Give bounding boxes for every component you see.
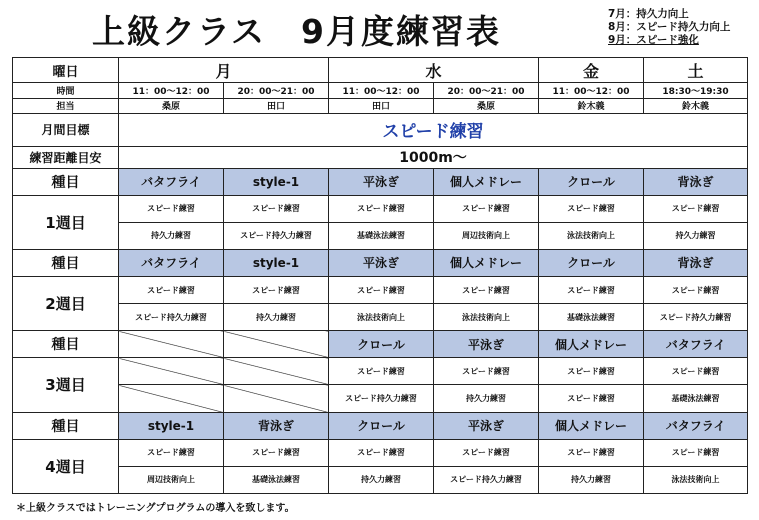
- menu-cell: スピード練習: [119, 439, 224, 466]
- time-cell: 20：00～21：00: [434, 83, 539, 99]
- event-row: [13, 412, 748, 439]
- event-cell: [224, 331, 329, 358]
- menu-cell: スピード練習: [644, 195, 748, 222]
- menu-cell: 基礎泳法練習: [644, 385, 748, 412]
- day-saturday: 土: [644, 58, 748, 83]
- menu-cell: スピード練習: [329, 195, 434, 222]
- event-cell: style-1: [224, 168, 329, 195]
- time-row-label: 時間: [13, 83, 119, 99]
- menu-cell: 泳法技術向上: [539, 222, 644, 249]
- menu-cell: 泳法技術向上: [329, 304, 434, 331]
- menu-cell: 持久力練習: [329, 466, 434, 493]
- footnote: ＊上級クラスではトレーニングプログラムの導入を致します。: [16, 503, 295, 514]
- event-cell: 個人メドレー: [434, 249, 539, 276]
- event-cell: [119, 331, 224, 358]
- event-cell: 背泳ぎ: [644, 168, 748, 195]
- event-cell: 平泳ぎ: [329, 249, 434, 276]
- monthly-notes: [608, 8, 730, 47]
- week-label: 2週目: [13, 276, 119, 330]
- event-row: [13, 168, 748, 195]
- menu-cell: スピード持久力練習: [119, 304, 224, 331]
- event-cell: クロール: [329, 331, 434, 358]
- menu-cell: スピード練習: [434, 439, 539, 466]
- menu-cell: 泳法技術向上: [644, 466, 748, 493]
- menu-cell: スピード練習: [539, 195, 644, 222]
- menu-cell: スピード練習: [119, 276, 224, 303]
- menu-cell: スピード持久力練習: [644, 304, 748, 331]
- menu-cell: スピード練習: [224, 276, 329, 303]
- event-row-label: 種目: [13, 331, 119, 358]
- event-cell: 個人メドレー: [539, 412, 644, 439]
- coach-cell: 桑原: [119, 98, 224, 114]
- event-cell: クロール: [329, 412, 434, 439]
- distance-row: [13, 146, 748, 168]
- monthly-goal: スピード練習: [119, 114, 748, 146]
- menu-row: [13, 385, 748, 412]
- event-cell: 個人メドレー: [434, 168, 539, 195]
- event-row-label: 種目: [13, 412, 119, 439]
- menu-cell: 泳法技術向上: [434, 304, 539, 331]
- coach-cell: 桑原: [434, 98, 539, 114]
- menu-cell: スピード練習: [539, 358, 644, 385]
- menu-cell: 持久力練習: [539, 466, 644, 493]
- event-row: [13, 249, 748, 276]
- menu-row: [13, 358, 748, 385]
- menu-row: [13, 222, 748, 249]
- day-row: [13, 58, 748, 83]
- note-september: 9月：スピード強化: [608, 34, 699, 46]
- menu-cell: スピード練習: [224, 439, 329, 466]
- time-cell: 20：00～21：00: [224, 83, 329, 99]
- menu-cell: スピード練習: [329, 358, 434, 385]
- event-row-label: 種目: [13, 249, 119, 276]
- menu-cell: スピード持久力練習: [329, 385, 434, 412]
- event-cell: 平泳ぎ: [434, 331, 539, 358]
- menu-cell: スピード練習: [224, 195, 329, 222]
- day-friday: 金: [539, 58, 644, 83]
- time-row: [13, 83, 748, 99]
- goal-row: [13, 114, 748, 146]
- menu-cell: 持久力練習: [434, 385, 539, 412]
- menu-cell: スピード練習: [539, 276, 644, 303]
- menu-row: [13, 304, 748, 331]
- event-row: [13, 331, 748, 358]
- event-cell: バタフライ: [644, 412, 748, 439]
- time-cell: 18:30～19:30: [644, 83, 748, 99]
- event-cell: 平泳ぎ: [329, 168, 434, 195]
- event-cell: style-1: [224, 249, 329, 276]
- day-row-label: 曜日: [13, 58, 119, 83]
- menu-cell: 周辺技術向上: [119, 466, 224, 493]
- menu-row: [13, 439, 748, 466]
- menu-cell: スピード持久力練習: [224, 222, 329, 249]
- distance-value: 1000m～: [119, 146, 748, 168]
- menu-cell: スピード練習: [329, 439, 434, 466]
- menu-cell: スピード練習: [644, 358, 748, 385]
- menu-cell: [119, 358, 224, 385]
- menu-cell: 持久力練習: [119, 222, 224, 249]
- coach-row: [13, 98, 748, 114]
- menu-cell: スピード練習: [434, 276, 539, 303]
- menu-cell: 持久力練習: [224, 304, 329, 331]
- distance-row-label: 練習距離目安: [13, 146, 119, 168]
- event-cell: 背泳ぎ: [224, 412, 329, 439]
- time-cell: 11：00～12：00: [539, 83, 644, 99]
- menu-cell: スピード練習: [434, 195, 539, 222]
- menu-cell: [224, 358, 329, 385]
- menu-cell: 周辺技術向上: [434, 222, 539, 249]
- event-cell: バタフライ: [644, 331, 748, 358]
- day-monday: 月: [119, 58, 329, 83]
- coach-cell: 田口: [329, 98, 434, 114]
- menu-cell: 基礎泳法練習: [539, 304, 644, 331]
- coach-cell: 鈴木義: [539, 98, 644, 114]
- coach-cell: 田口: [224, 98, 329, 114]
- event-cell: クロール: [539, 168, 644, 195]
- menu-row: [13, 466, 748, 493]
- week-label: 3週目: [13, 358, 119, 412]
- menu-cell: スピード練習: [119, 195, 224, 222]
- event-row-label: 種目: [13, 168, 119, 195]
- event-cell: 平泳ぎ: [434, 412, 539, 439]
- time-cell: 11：00～12：00: [329, 83, 434, 99]
- goal-row-label: 月間目標: [13, 114, 119, 146]
- coach-cell: 鈴木義: [644, 98, 748, 114]
- event-cell: バタフライ: [119, 249, 224, 276]
- menu-cell: [224, 385, 329, 412]
- menu-cell: スピード練習: [539, 385, 644, 412]
- event-cell: style-1: [119, 412, 224, 439]
- menu-row: [13, 195, 748, 222]
- event-cell: 個人メドレー: [539, 331, 644, 358]
- page-title: 上級クラス 9月度練習表: [92, 12, 501, 51]
- menu-cell: 持久力練習: [644, 222, 748, 249]
- menu-cell: スピード練習: [644, 439, 748, 466]
- menu-cell: スピード練習: [644, 276, 748, 303]
- menu-cell: スピード練習: [329, 276, 434, 303]
- week-label: 4週目: [13, 439, 119, 493]
- coach-row-label: 担当: [13, 98, 119, 114]
- menu-cell: 基礎泳法練習: [224, 466, 329, 493]
- menu-cell: スピード練習: [539, 439, 644, 466]
- day-wednesday: 水: [329, 58, 539, 83]
- event-cell: バタフライ: [119, 168, 224, 195]
- menu-row: [13, 276, 748, 303]
- menu-cell: 基礎泳法練習: [329, 222, 434, 249]
- menu-cell: [119, 385, 224, 412]
- menu-cell: スピード持久力練習: [434, 466, 539, 493]
- week-label: 1週目: [13, 195, 119, 249]
- note-august: 8月：スピード持久力向上: [608, 21, 731, 33]
- time-cell: 11：00～12：00: [119, 83, 224, 99]
- event-cell: 背泳ぎ: [644, 249, 748, 276]
- note-july: 7月：持久力向上: [608, 8, 689, 20]
- event-cell: クロール: [539, 249, 644, 276]
- schedule-table: [12, 57, 748, 494]
- menu-cell: スピード練習: [434, 358, 539, 385]
